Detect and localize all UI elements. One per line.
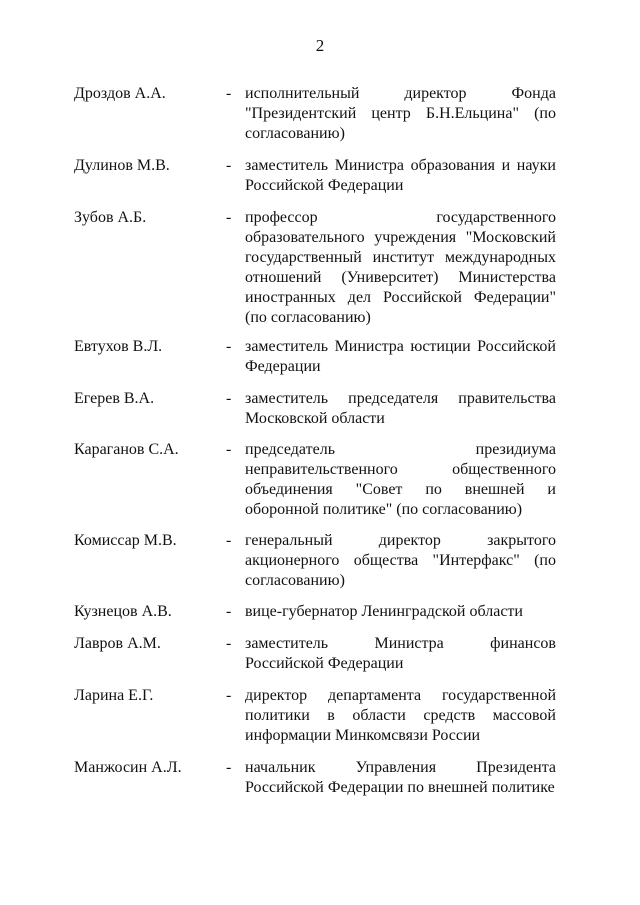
member-name: Караганов С.А. xyxy=(74,441,179,458)
role-word: Российской Федерации по внешней политике xyxy=(245,779,555,796)
role-word: президиума xyxy=(475,441,556,458)
member-role xyxy=(245,440,556,520)
member-dash: - xyxy=(226,687,232,704)
role-line xyxy=(245,778,556,798)
role-word: международных xyxy=(444,249,556,266)
role-word: внешней xyxy=(464,481,525,498)
role-word: по xyxy=(425,481,442,498)
role-word: образовательного xyxy=(245,229,365,246)
role-word: государственный xyxy=(245,249,362,266)
role-word: финансов xyxy=(490,635,556,652)
role-line xyxy=(245,288,556,308)
role-word: науки xyxy=(516,157,556,174)
role-word: "Президентский xyxy=(245,105,357,122)
role-word: директор xyxy=(378,532,441,549)
role-word: Московской области xyxy=(245,410,385,427)
role-line xyxy=(245,531,556,551)
role-line xyxy=(245,124,556,144)
role-word: государственной xyxy=(441,687,556,704)
role-word: акционерного xyxy=(245,552,340,569)
role-line xyxy=(245,480,556,500)
member-name: Зубов А.Б. xyxy=(74,209,147,226)
role-word: начальник xyxy=(245,759,316,776)
role-line xyxy=(245,156,556,176)
role-line xyxy=(245,248,556,268)
role-line xyxy=(245,686,556,706)
role-line xyxy=(245,389,556,409)
member-dash: - xyxy=(226,157,232,174)
role-word: генеральный xyxy=(245,532,333,549)
role-line xyxy=(245,602,556,622)
role-line xyxy=(245,571,556,591)
role-word: директор xyxy=(404,85,467,102)
role-word: общественного xyxy=(452,461,556,478)
role-word: и xyxy=(547,481,556,498)
role-line xyxy=(245,228,556,248)
role-word: Управления xyxy=(355,759,437,776)
role-word: согласованию) xyxy=(245,125,345,142)
role-word: заместитель xyxy=(245,338,329,355)
role-line xyxy=(245,104,556,124)
member-role xyxy=(245,156,556,196)
member-name: Комиссар М.В. xyxy=(74,532,177,549)
role-line xyxy=(245,409,556,429)
member-dash: - xyxy=(226,532,232,549)
role-word: центр xyxy=(371,105,411,122)
member-role xyxy=(245,84,556,144)
member-dash: - xyxy=(226,603,232,620)
member-dash: - xyxy=(226,759,232,776)
member-name: Манжосин А.Л. xyxy=(74,759,182,776)
role-word: институт xyxy=(372,249,435,266)
role-word: вице-губернатор Ленинградской области xyxy=(245,603,523,620)
role-word: заместитель xyxy=(245,157,329,174)
member-dash: - xyxy=(226,338,232,355)
member-role xyxy=(245,602,556,622)
role-word: информации Минкомсвязи России xyxy=(245,727,481,744)
member-name: Евтухов В.Л. xyxy=(74,338,163,355)
member-name: Ларина Е.Г. xyxy=(74,687,154,704)
role-line xyxy=(245,551,556,571)
role-word: государственного xyxy=(436,209,556,226)
role-line xyxy=(245,357,556,377)
member-dash: - xyxy=(226,85,232,102)
role-line xyxy=(245,440,556,460)
role-word: Министра xyxy=(334,157,404,174)
role-word: неправительственного xyxy=(245,461,398,478)
role-word: директор xyxy=(245,687,308,704)
role-word: объединения xyxy=(245,481,333,498)
role-word: "Интерфакс" xyxy=(432,552,520,569)
role-line xyxy=(245,308,556,328)
member-role xyxy=(245,531,556,591)
role-line xyxy=(245,208,556,228)
member-role xyxy=(245,686,556,746)
role-line xyxy=(245,654,556,674)
role-word: заместитель xyxy=(245,635,329,652)
member-name: Егерев В.А. xyxy=(74,390,155,407)
role-word: Российской xyxy=(383,289,462,306)
role-word: Федерации" xyxy=(473,289,556,306)
role-line xyxy=(245,176,556,196)
role-line xyxy=(245,706,556,726)
member-name: Дулинов М.В. xyxy=(74,157,170,174)
role-word: Президента xyxy=(476,759,556,776)
role-word: "Совет xyxy=(355,481,403,498)
role-word: средств xyxy=(423,707,476,724)
role-word: председателя xyxy=(348,390,439,407)
member-dash: - xyxy=(226,635,232,652)
member-name: Дроздов А.А. xyxy=(74,85,166,102)
role-word: правительства xyxy=(458,390,556,407)
role-line xyxy=(245,500,556,520)
member-name: Лавров А.М. xyxy=(74,635,161,652)
role-word: Федерации xyxy=(245,358,321,375)
page-number: 2 xyxy=(315,36,325,55)
member-role xyxy=(245,634,556,674)
role-word: и xyxy=(501,157,511,174)
role-word: учреждения xyxy=(374,229,457,246)
role-word: заместитель xyxy=(245,390,329,407)
role-line xyxy=(245,634,556,654)
role-word: закрытого xyxy=(487,532,556,549)
role-word: профессор xyxy=(245,209,318,226)
role-word: (Университет) xyxy=(341,269,439,286)
member-dash: - xyxy=(226,209,232,226)
role-word: дел xyxy=(347,289,372,306)
role-line xyxy=(245,726,556,746)
role-word: председатель xyxy=(245,441,335,458)
role-word: Министра xyxy=(334,338,404,355)
member-dash: - xyxy=(226,441,232,458)
member-role xyxy=(245,389,556,429)
role-word: политики xyxy=(245,707,310,724)
role-word: исполнительный xyxy=(245,85,360,102)
member-role xyxy=(245,758,556,798)
role-word: департамента xyxy=(328,687,422,704)
role-word: юстиции xyxy=(410,338,471,355)
role-word: оборонной политике" (по согласованию) xyxy=(245,501,523,518)
role-word: согласованию) xyxy=(245,572,345,589)
role-word: Министерства xyxy=(458,269,556,286)
member-name: Кузнецов А.В. xyxy=(74,603,172,620)
role-word: массовой xyxy=(492,707,556,724)
role-line xyxy=(245,337,556,357)
role-line xyxy=(245,268,556,288)
role-word: Б.Н.Ельцина" xyxy=(425,105,519,122)
role-word: Фонда xyxy=(511,85,556,102)
role-line xyxy=(245,758,556,778)
member-role xyxy=(245,337,556,377)
role-word: Российской Федерации xyxy=(245,177,404,194)
role-line xyxy=(245,460,556,480)
role-word: в xyxy=(327,707,335,724)
role-word: образования xyxy=(410,157,496,174)
member-dash: - xyxy=(226,390,232,407)
role-word: "Московский xyxy=(465,229,556,246)
role-word: отношений xyxy=(245,269,322,286)
role-word: иностранных xyxy=(245,289,336,306)
role-word: Российской Федерации xyxy=(245,655,404,672)
role-word: области xyxy=(352,707,406,724)
role-word: Российской xyxy=(477,338,556,355)
role-word: (по согласованию) xyxy=(245,309,371,326)
role-word: (по xyxy=(534,552,556,569)
member-role xyxy=(245,208,556,328)
role-word: Министра xyxy=(374,635,444,652)
role-word: (по xyxy=(534,105,556,122)
role-line xyxy=(245,84,556,104)
role-word: общества xyxy=(353,552,419,569)
